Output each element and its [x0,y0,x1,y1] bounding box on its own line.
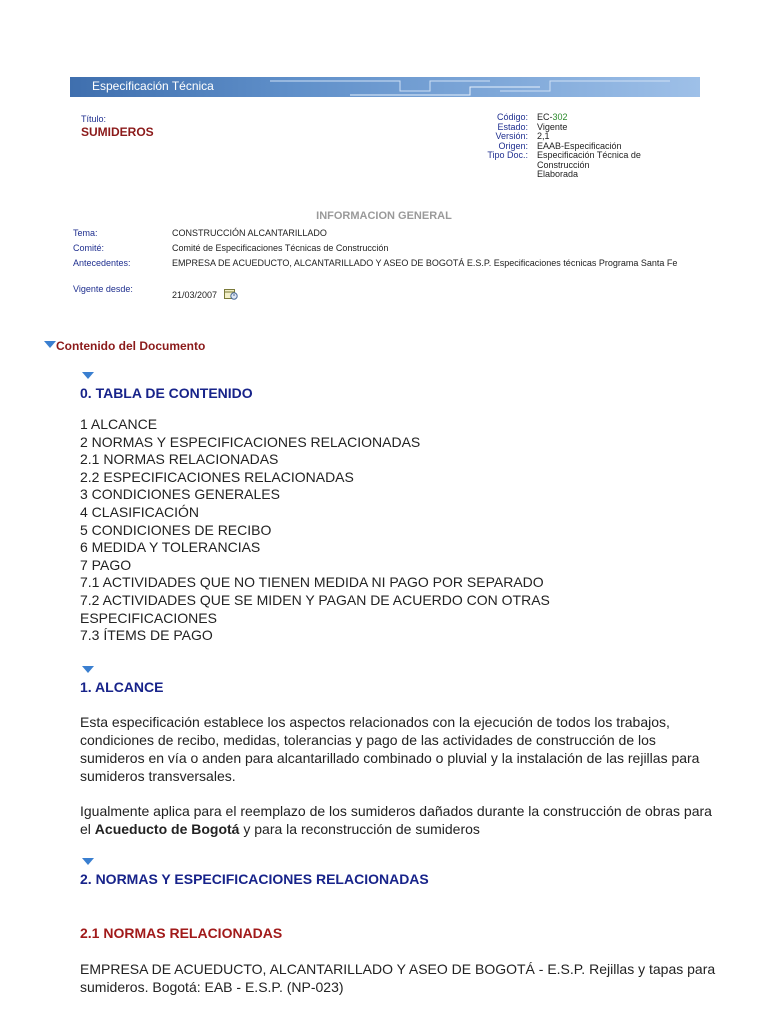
section-2-1-paragraph: EMPRESA DE ACUEDUCTO, ALCANTARILLADO Y ASEO DE BOGOTÁ - E.S.P. Rejillas y tapas para sumideros. Bogotá: EAB - E.S.P. (NP-023) [80,961,716,995]
toc-item[interactable]: 7 PAGO [80,556,132,573]
antecedentes-label: Antecedentes: [73,258,131,268]
meta-label-origen: Origen: [498,140,528,151]
document-title: SUMIDEROS [81,125,154,139]
meta-tipo-doc-1: Especificación Técnica de [537,150,641,160]
toc-item[interactable]: 2.1 NORMAS RELACIONADAS [80,451,279,468]
titulo-label: Título: [81,114,107,124]
comite-label: Comité: [73,243,105,253]
tema-value: CONSTRUCCIÓN ALCANTARILLADO [172,228,327,238]
paragraph-text: Igualmente aplica para el reemplazo de los sumideros dañados durante la construcción de obras para el [80,803,712,837]
spec-banner [70,77,700,97]
meta-tipo-doc-2: Construcción [537,159,590,170]
vigente-value [172,288,692,300]
meta-labels [448,113,528,161]
calendar-icon[interactable] [224,288,238,300]
meta-label-tipo-doc: Tipo Doc.: [487,150,528,160]
meta-label-estado: Estado: [497,121,528,132]
comite-value: Comité de Especificaciones Técnicas de Construcción [172,243,389,253]
toc-item[interactable]: 2 NORMAS Y ESPECIFICACIONES RELACIONADAS [80,433,421,450]
section-1-arrow-icon[interactable] [82,666,94,673]
toc-item[interactable]: 5 CONDICIONES DE RECIBO [80,521,272,538]
section-2-arrow-icon[interactable] [82,858,94,865]
toc-item[interactable]: 7.1 ACTIVIDADES QUE NO TIENEN MEDIDA NI PAGO POR SEPARADO [80,574,544,591]
meta-label-codigo: Código: [496,112,528,122]
tema-label: Tema: [73,228,98,238]
toc-item[interactable]: 2.2 ESPECIFICACIONES RELACIONADAS [80,468,354,485]
paragraph-bold-text: Acueducto de Bogotá [94,821,240,837]
section-2-title: 2. NORMAS Y ESPECIFICACIONES RELACIONADAS [80,871,429,887]
toc-item[interactable]: 7.3 ÍTEMS DE PAGO [80,627,213,644]
vigente-label: Vigente desde: [73,284,133,294]
collapse-arrow-icon[interactable] [44,341,56,348]
meta-estado: Vigente [537,121,568,132]
section-1-paragraph-1: Esta especificación establece los aspectos relacionados con la ejecución de todos los trabajos, condiciones de recibo, medidas, tolerancias y pago de las actividades de construcción de los sumideros en vía o anden para alcantarillado combinado o pluvial y la instalación de las rejillas para sumideros transversales. [80,714,700,784]
paragraph-text: y para la reconstrucción de sumideros [239,821,480,837]
meta-origen: EAAB-Especificación [537,140,622,151]
info-general-heading: INFORMACION GENERAL [316,210,452,222]
vigente-date: 21/03/2007 [172,290,218,300]
meta-version: 2,1 [537,131,550,141]
toc-item[interactable]: 1 ALCANCE [80,416,158,432]
contenido-label: Contenido del Documento [56,339,206,353]
section-0-arrow-icon[interactable] [82,372,94,379]
toc-item[interactable]: 6 MEDIDA Y TOLERANCIAS [80,539,261,556]
section-2-1-title: 2.1 NORMAS RELACIONADAS [80,925,283,941]
meta-label-version: Versión: [495,131,528,141]
section-0-title: 0. TABLA DE CONTENIDO [80,385,253,401]
toc-list [80,416,700,645]
meta-values [537,113,657,180]
codigo-number: 302 [552,112,568,122]
codigo-prefix: EC- [537,112,553,122]
section-1-title: 1. ALCANCE [80,679,164,695]
toc-item[interactable]: 4 CLASIFICACIÓN [80,503,200,520]
antecedentes-value: EMPRESA DE ACUEDUCTO, ALCANTARILLADO Y ASEO DE BOGOTÁ E.S.P. Especificaciones técnicas Programa Santa Fe [172,258,678,268]
banner-title: Especificación Técnica [92,79,214,93]
contenido-toggle[interactable] [44,339,205,353]
toc-item[interactable]: 3 CONDICIONES GENERALES [80,486,280,503]
toc-item[interactable]: 7.2 ACTIVIDADES QUE SE MIDEN Y PAGAN DE ACUERDO CON OTRAS ESPECIFICACIONES [80,591,550,626]
meta-tipo-doc-3: Elaborada [537,169,579,179]
section-1-paragraph-2 [80,802,720,838]
